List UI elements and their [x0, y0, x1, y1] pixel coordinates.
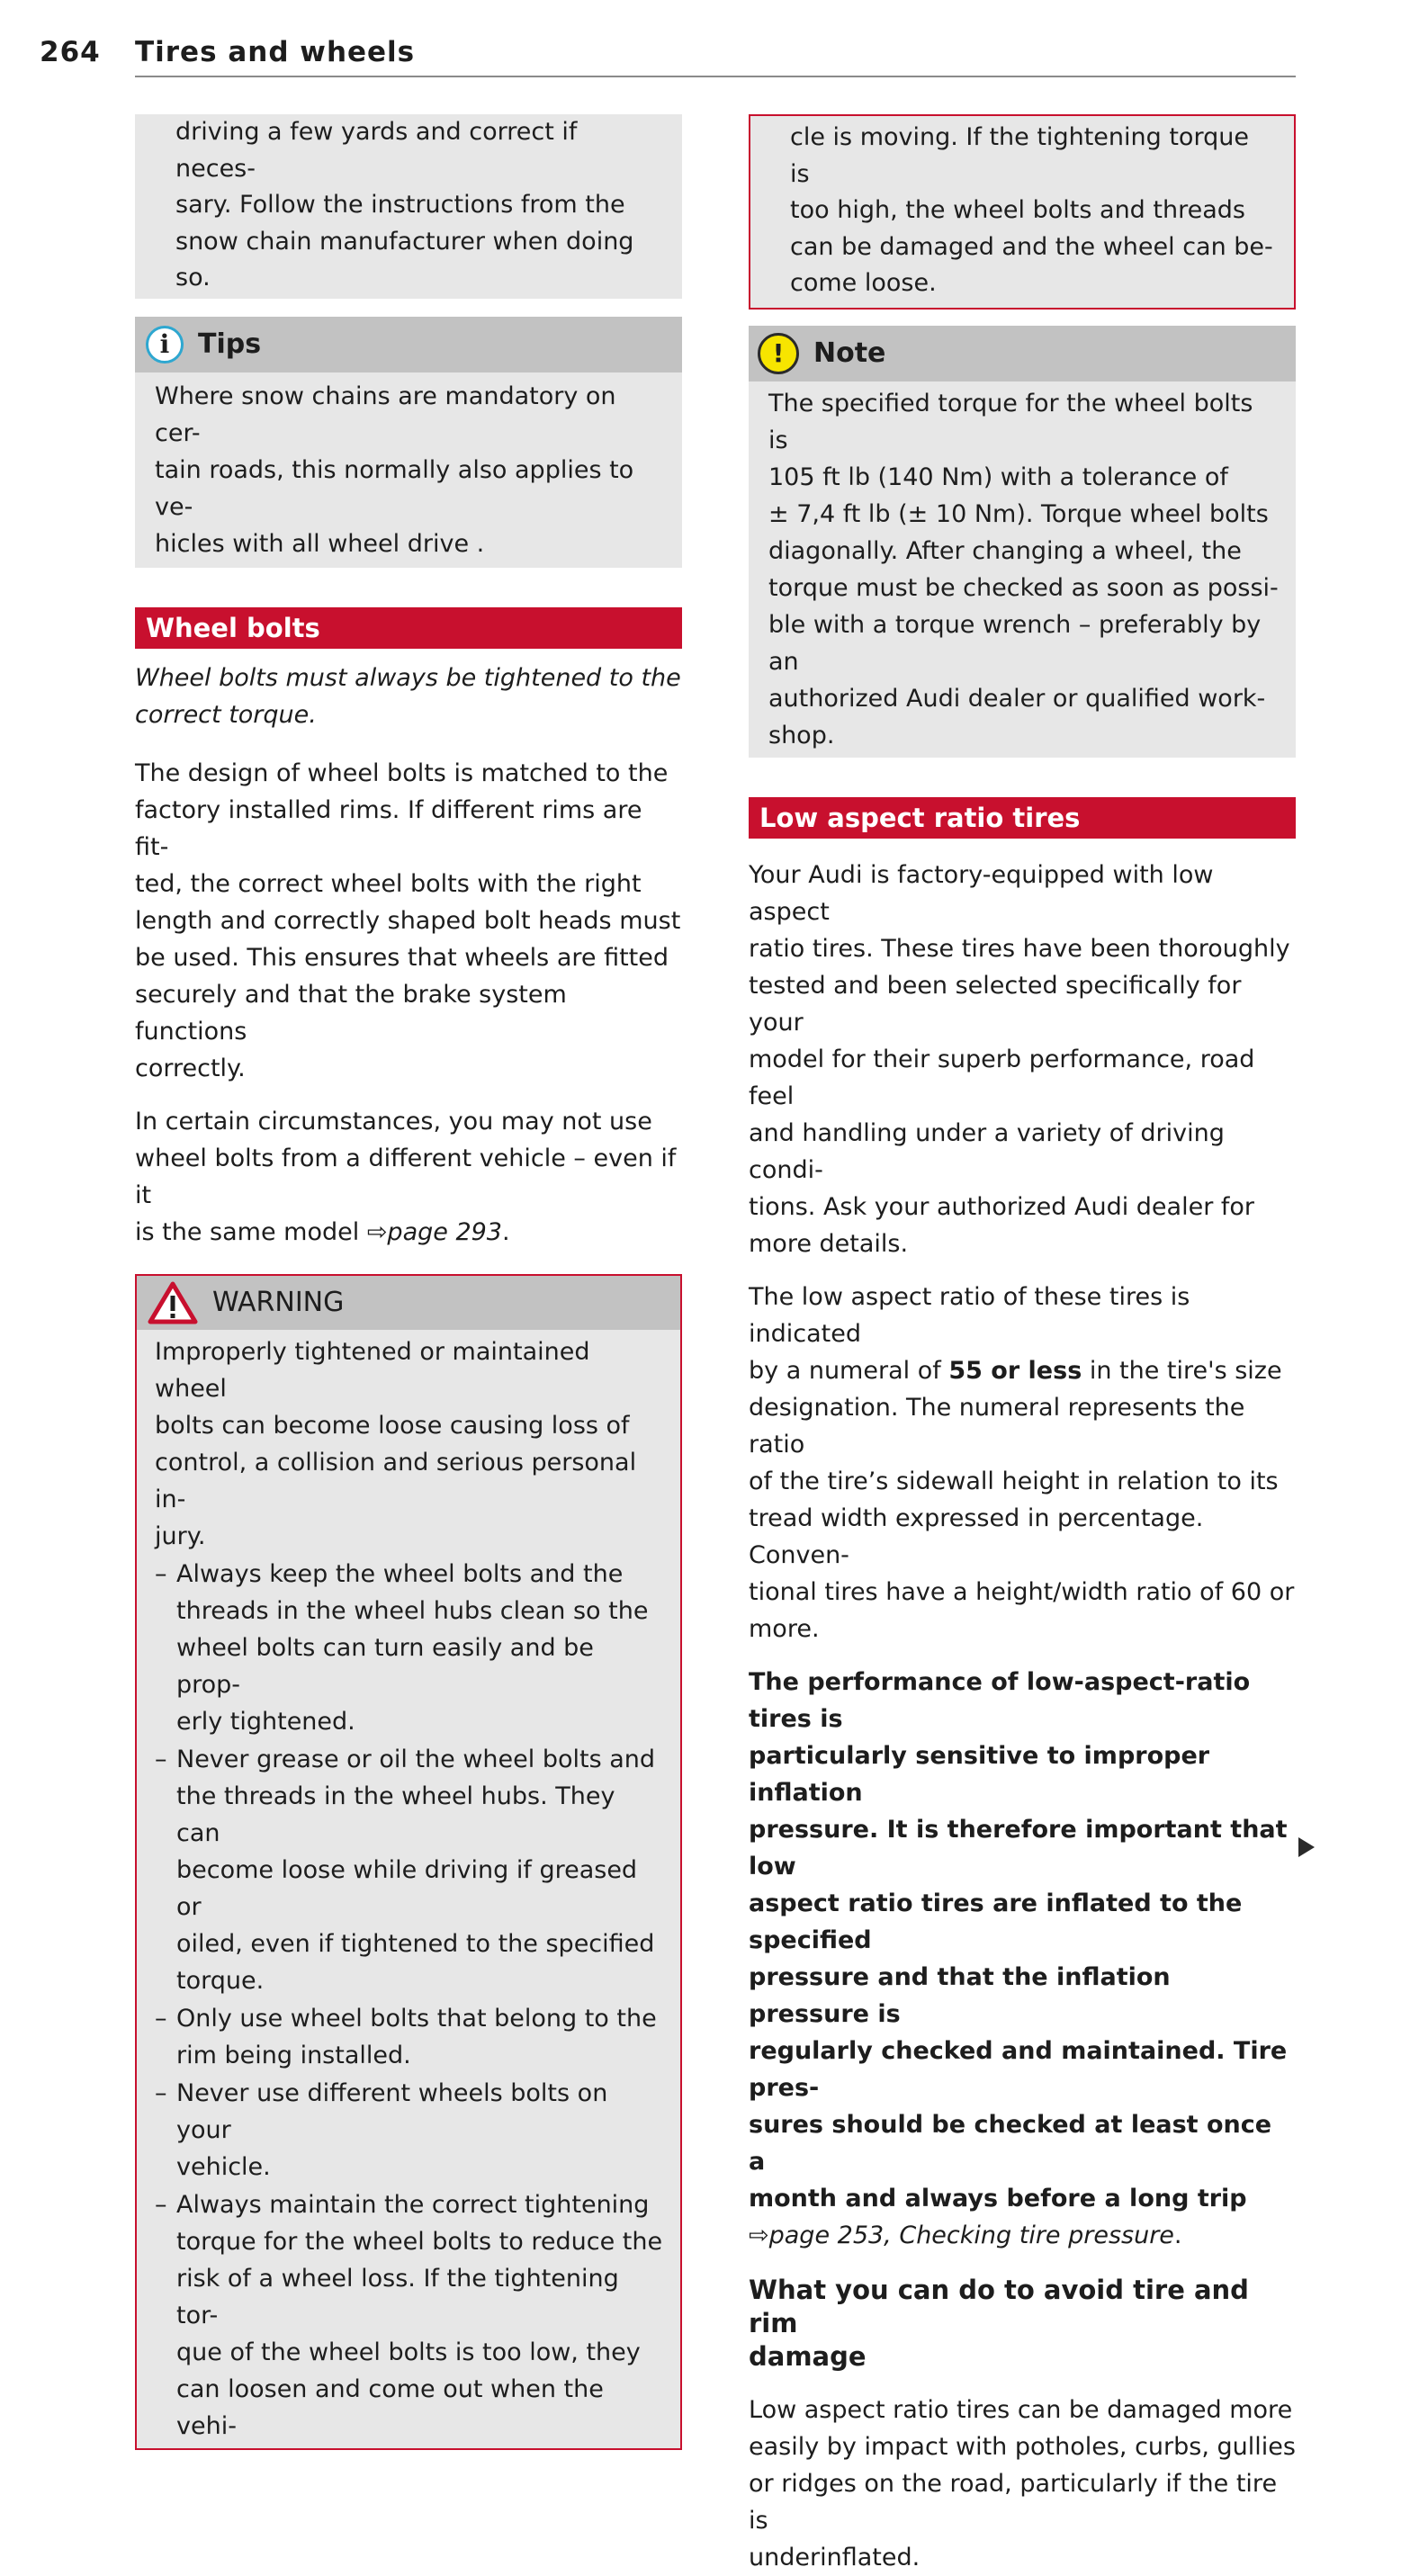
text-line: sary. Follow the instructions from the — [175, 191, 625, 219]
text-line: securely and that the brake system functions — [135, 980, 567, 1046]
text-line: ble with a torque wrench – preferably by an — [768, 610, 1262, 676]
text-span: by a numeral of — [749, 1356, 949, 1385]
wheel-bolts-intro — [135, 660, 682, 733]
text-span: in the tire's size — [1082, 1356, 1282, 1385]
page-number: 264 — [40, 36, 101, 68]
text-line: more. — [749, 1614, 820, 1643]
text-line: threads in the wheel hubs clean so the — [176, 1596, 649, 1625]
text-line: Only use wheel bolts that belong to the — [176, 2004, 657, 2033]
text-line: driving a few yards and correct if neces- — [175, 118, 578, 183]
text-line: hicles with all wheel drive . — [155, 529, 485, 558]
text-line: Where snow chains are mandatory on cer- — [155, 381, 616, 447]
page-reference-link[interactable]: ⇨page 253, Checking tire pressure — [749, 2221, 1174, 2249]
text-line: In certain circumstances, you may not use — [135, 1107, 652, 1135]
note-body — [749, 381, 1296, 758]
continued-note-box — [135, 114, 682, 299]
text-line: pressure and that the inflation pressure is — [749, 1962, 1171, 2028]
subheading — [749, 2274, 1296, 2374]
text-line: oiled, even if tightened to the specified — [176, 1929, 655, 1958]
text-line: The low aspect ratio of these tires is indicated — [749, 1282, 1190, 1348]
text-line — [135, 1214, 682, 1251]
left-column — [135, 114, 682, 2450]
text-span-bold: 55 or less — [948, 1356, 1082, 1385]
text-line: regularly checked and maintained. Tire pres- — [749, 2036, 1288, 2102]
text-line: torque must be checked as soon as possi- — [768, 573, 1279, 602]
text-line: vehicle. — [176, 2152, 271, 2181]
text-line: too high, the wheel bolts and threads — [790, 196, 1245, 224]
note-box — [749, 326, 1296, 758]
section-heading-low-aspect-ratio-tires: Low aspect ratio tires — [749, 797, 1296, 839]
text-line: model for their superb performance, road feel — [749, 1045, 1255, 1110]
header-divider — [135, 76, 1296, 77]
text-line: tread width expressed in percentage. Conven- — [749, 1503, 1204, 1569]
subheading-line: damage — [749, 2340, 867, 2372]
text-line: snow chain manufacturer when doing so. — [175, 227, 634, 292]
info-icon: i — [146, 326, 184, 364]
text-line: Always keep the wheel bolts and the — [176, 1559, 624, 1588]
text-line: wheel bolts can turn easily and be prop- — [176, 1633, 594, 1699]
text-line — [749, 2217, 1296, 2254]
text-line: control, a collision and serious personal in- — [155, 1448, 637, 1513]
text-line: the threads in the wheel hubs. They can — [176, 1782, 615, 1847]
dash-bullet: – — [155, 1745, 167, 1773]
warning-continued-box — [749, 114, 1296, 310]
text-line: erly tightened. — [176, 1707, 355, 1736]
text-line: rim being installed. — [176, 2041, 411, 2069]
text-line: ± 7,4 ft lb (± 10 Nm). Torque wheel bolts — [768, 499, 1269, 528]
text-line: 105 ft lb (140 Nm) with a tolerance of — [768, 462, 1228, 491]
text-line: sures should be checked at least once a — [749, 2110, 1272, 2176]
text-line: ratio tires. These tires have been thoroughly — [749, 934, 1290, 963]
text-line: ted, the correct wheel bolts with the right — [135, 869, 642, 898]
dash-bullet: – — [155, 2004, 167, 2033]
text-line: Wheel bolts must always be tightened to the — [135, 663, 681, 692]
warning-triangle-icon — [148, 1281, 198, 1324]
note-title: Note — [813, 337, 886, 369]
tips-box — [135, 317, 682, 568]
text-line: of the tire’s sidewall height in relation to its — [749, 1467, 1279, 1495]
text-line: correct torque. — [135, 700, 317, 729]
warning-list-item — [155, 1741, 664, 1999]
wheel-bolts-paragraph — [135, 755, 682, 1087]
text-line: Your Audi is factory-equipped with low aspect — [749, 860, 1214, 926]
text-line: month and always before a long trip — [749, 2184, 1247, 2212]
text-span: . — [502, 1217, 510, 1246]
text-line: come loose. — [790, 269, 937, 297]
page-header-title: Tires and wheels — [135, 36, 416, 68]
section-heading-wheel-bolts: Wheel bolts — [135, 607, 682, 649]
text-line: more details. — [749, 1229, 909, 1258]
text-line: Always maintain the correct tightening — [176, 2190, 650, 2219]
dash-bullet: – — [155, 1559, 167, 1588]
text-line: torque. — [176, 1966, 265, 1995]
text-line: underinflated. — [749, 2543, 921, 2572]
dash-bullet: – — [155, 2190, 167, 2219]
text-line: tested and been selected specifically for your — [749, 971, 1242, 1037]
text-line: Never use different wheels bolts on your — [176, 2078, 608, 2144]
text-line: designation. The numeral represents the ratio — [749, 1393, 1245, 1459]
text-line: correctly. — [135, 1054, 246, 1082]
text-line — [749, 1352, 1296, 1389]
text-line: The design of wheel bolts is matched to the — [135, 758, 669, 787]
text-line: risk of a wheel loss. If the tightening tor- — [176, 2264, 619, 2329]
text-line: can loosen and come out when the vehi- — [176, 2374, 604, 2440]
text-span: is the same model — [135, 1217, 367, 1246]
text-span: . — [1173, 2221, 1182, 2249]
text-line: The performance of low-aspect-ratio tires is — [749, 1667, 1251, 1733]
text-line: pressure. It is therefore important that low — [749, 1815, 1288, 1880]
warning-list-item — [155, 2075, 664, 2186]
text-line: jury. — [155, 1521, 206, 1550]
text-line: tain roads, this normally also applies to ve- — [155, 455, 634, 521]
text-line: length and correctly shaped bolt heads must — [135, 906, 681, 935]
tips-body — [135, 372, 682, 568]
text-line: diagonally. After changing a wheel, the — [768, 536, 1242, 565]
low-aspect-paragraph — [749, 857, 1296, 1262]
note-header — [749, 326, 1296, 381]
page-reference-link[interactable]: ⇨page 293 — [366, 1217, 502, 1246]
text-line: particularly sensitive to improper inflation — [749, 1741, 1210, 1807]
text-line: bolts can become loose causing loss of — [155, 1411, 630, 1440]
text-line: or ridges on the road, particularly if the tire is — [749, 2469, 1278, 2535]
warning-header — [137, 1276, 680, 1330]
text-line: cle is moving. If the tightening torque is — [790, 123, 1249, 188]
wheel-bolts-paragraph — [135, 1103, 682, 1251]
tips-title: Tips — [198, 328, 262, 360]
text-line: Improperly tightened or maintained wheel — [155, 1337, 590, 1403]
exclamation-icon: ! — [758, 333, 799, 374]
warning-list-item — [155, 2186, 664, 2445]
warning-list-item — [155, 1556, 664, 1740]
warning-box — [135, 1274, 682, 2450]
text-line: aspect ratio tires are inflated to the specified — [749, 1889, 1243, 1954]
warning-title: WARNING — [212, 1287, 345, 1318]
text-line: wheel bolts from a different vehicle – even if it — [135, 1144, 677, 1209]
triangle-right-icon — [1298, 1837, 1315, 1857]
text-line: Low aspect ratio tires can be damaged more — [749, 2395, 1293, 2424]
text-line: and handling under a variety of driving condi- — [749, 1118, 1225, 1184]
text-line: authorized Audi dealer or qualified work- — [768, 684, 1266, 713]
text-line: torque for the wheel bolts to reduce the — [176, 2227, 663, 2256]
subheading-line: What you can do to avoid tire and rim — [749, 2274, 1249, 2338]
text-line: factory installed rims. If different rims are fit- — [135, 795, 642, 861]
right-column — [749, 114, 1296, 2576]
text-line: tions. Ask your authorized Audi dealer for — [749, 1192, 1255, 1221]
text-line: can be damaged and the wheel can be- — [790, 232, 1273, 261]
text-line: be used. This ensures that wheels are fitted — [135, 943, 669, 972]
low-aspect-paragraph — [749, 2392, 1296, 2576]
text-line: tional tires have a height/width ratio of 60 or — [749, 1577, 1295, 1606]
text-line: Never grease or oil the wheel bolts and — [176, 1745, 656, 1773]
low-aspect-bold-paragraph — [749, 1664, 1296, 2254]
warning-body — [137, 1330, 680, 2448]
text-line: shop. — [768, 721, 835, 749]
text-line: easily by impact with potholes, curbs, gullies — [749, 2432, 1296, 2461]
text-line: become loose while driving if greased or — [176, 1855, 638, 1921]
dash-bullet: – — [155, 2078, 167, 2107]
low-aspect-paragraph — [749, 1279, 1296, 1647]
text-line: que of the wheel bolts is too low, they — [176, 2338, 641, 2366]
warning-list-item — [155, 2000, 664, 2074]
text-line: The specified torque for the wheel bolts is — [768, 389, 1253, 454]
tips-header — [135, 317, 682, 372]
